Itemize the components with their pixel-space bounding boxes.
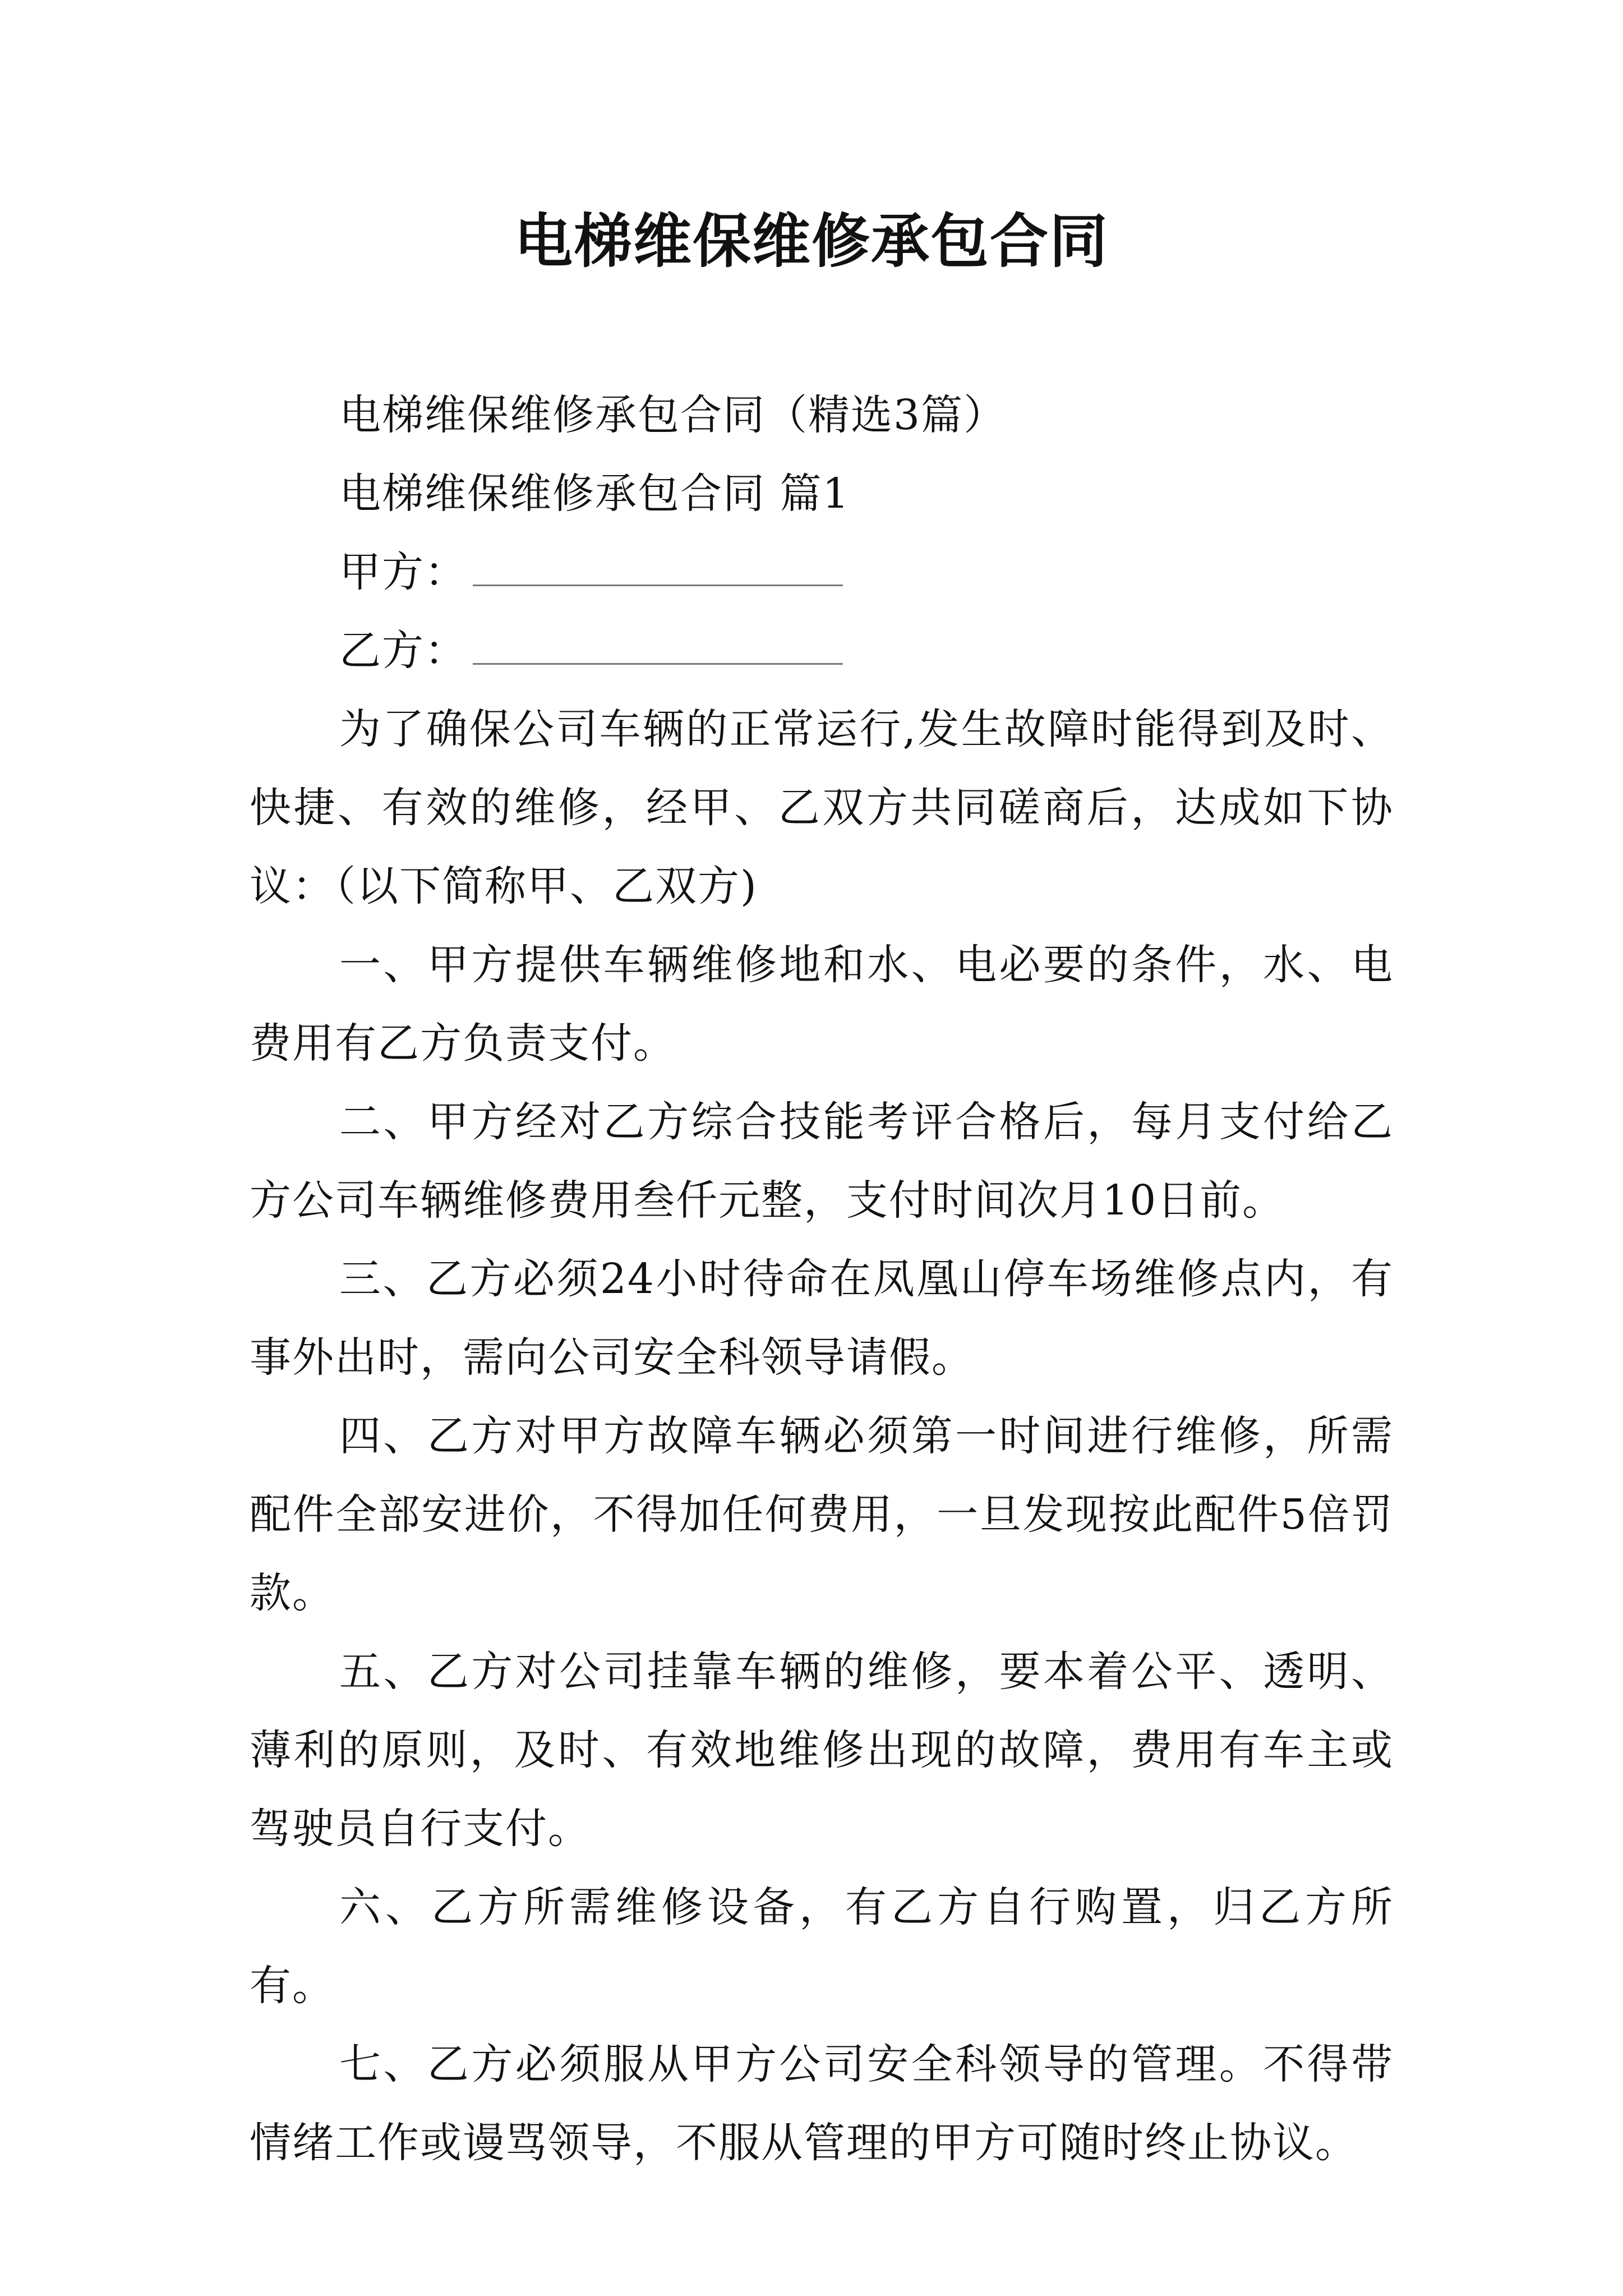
paragraph-clause-2: 二、甲方经对乙方综合技能考评合格后，每月支付给乙方公司车辆维修费用叁仟元整，支付时间次月10日前。 xyxy=(250,1098,1394,1225)
party-b-blank-line xyxy=(473,613,843,665)
paragraph-clause-1: 一、甲方提供车辆维修地和水、电必要的条件，水、电费用有乙方负责支付。 xyxy=(250,941,1394,1068)
paragraph-clause-3: 三、乙方必须24小时待命在凤凰山停车场维修点内，有事外出时，需向公司安全科领导请假。 xyxy=(250,1255,1394,1382)
party-b-row xyxy=(250,611,1394,690)
document-subtitle: 电梯维保维修承包合同（精选3篇） xyxy=(339,391,1007,439)
party-b-label: 乙方： xyxy=(339,627,467,675)
party-a-label: 甲方： xyxy=(339,548,467,596)
party-a-blank-line xyxy=(473,534,843,586)
section-heading: 电梯维保维修承包合同 篇1 xyxy=(339,470,850,518)
document-title: 电梯维保维修承包合同 xyxy=(514,207,1109,275)
paragraph-clause-7: 七、乙方必须服从甲方公司安全科领导的管理。不得带情绪工作或谩骂领导，不服从管理的甲方可随时终止协议。 xyxy=(250,2040,1394,2167)
party-a-row xyxy=(250,533,1394,611)
paragraph-clause-5: 五、乙方对公司挂靠车辆的维修，要本着公平、透明、薄利的原则，及时、有效地维修出现的故障，费用有车主或驾驶员自行支付。 xyxy=(250,1648,1394,1853)
document-body xyxy=(250,376,1394,2182)
paragraph-intro: 为了确保公司车辆的正常运行,发生故障时能得到及时、快捷、有效的维修，经甲、乙双方共同磋商后，达成如下协议：（以下简称甲、乙双方) xyxy=(250,705,1394,910)
paragraph-clause-4: 四、乙方对甲方故障车辆必须第一时间进行维修，所需配件全部安进价，不得加任何费用，一旦发现按此配件5倍罚款。 xyxy=(250,1412,1394,1617)
paragraph-clause-6: 六、乙方所需维修设备，有乙方自行购置，归乙方所有。 xyxy=(250,1883,1394,2010)
